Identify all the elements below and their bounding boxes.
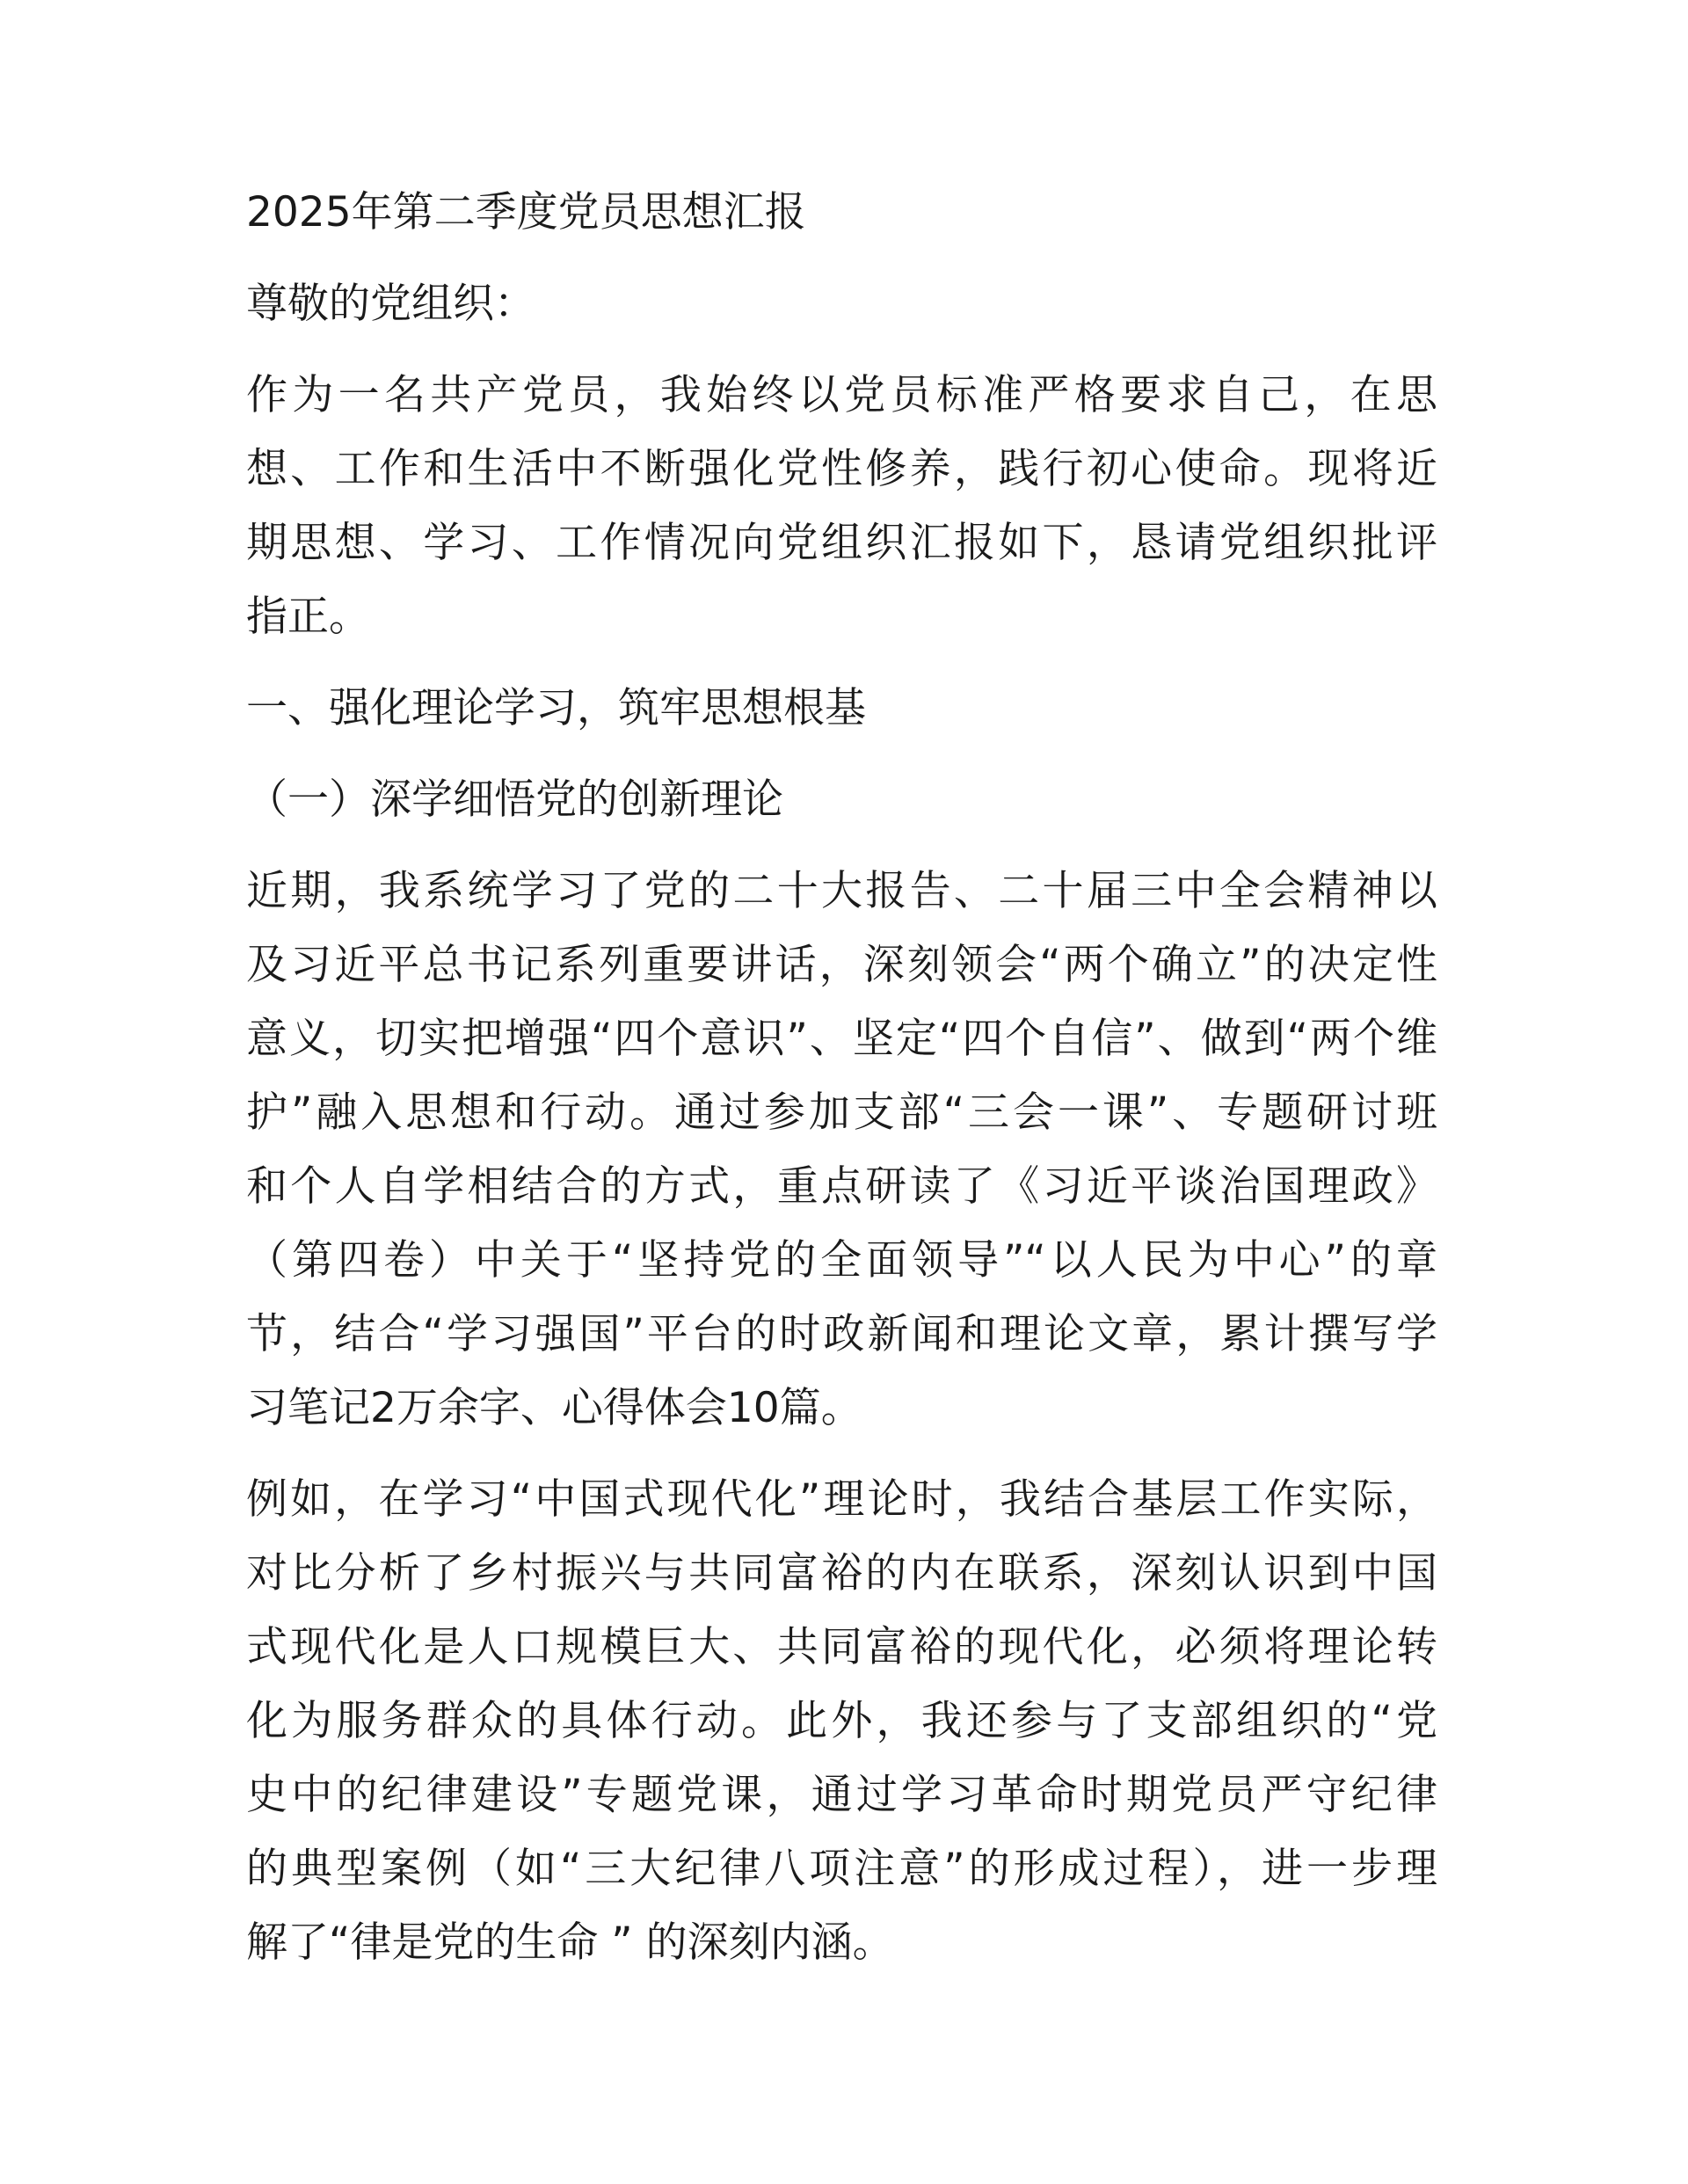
paragraph-line: 护”融入思想和行动。通过参加支部“三会一课”、专题研讨班 [246, 1088, 1437, 1137]
paragraph-line: 近期，我系统学习了党的二十大报告、二十届三中全会精神以 [246, 867, 1437, 915]
document-page [246, 176, 1437, 1998]
paragraph-line: 的典型案例（如“三大纪律八项注意”的形成过程），进一步理 [246, 1845, 1437, 1893]
section-heading-block [246, 672, 1437, 746]
paragraph-line: 及习近平总书记系列重要讲话，深刻领会“两个确立”的决定性 [246, 941, 1437, 989]
paragraph-line: 解了“律是党的生命 ” 的深刻内涵。 [246, 1918, 894, 1967]
paragraph-line: 想、工作和生活中不断强化党性修养，践行初心使命。现将近 [246, 445, 1437, 493]
paragraph-line: 例如，在学习“中国式现代化”理论时，我结合基层工作实际， [246, 1475, 1437, 1524]
subsection-heading-block [246, 763, 1437, 837]
document-title-block [246, 176, 1437, 250]
paragraph-line: 对比分析了乡村振兴与共同富裕的内在联系，深刻认识到中国 [246, 1549, 1437, 1598]
paragraph-line: 式现代化是人口规模巨大、共同富裕的现代化，必须将理论转 [246, 1623, 1437, 1671]
paragraph-line: 意义，切实把增强“四个意识”、坚定“四个自信”、做到“两个维 [246, 1015, 1437, 1063]
paragraph-line: （第四卷）中关于“坚持党的全面领导”“以人民为中心”的章 [246, 1236, 1437, 1285]
body-paragraph-2 [246, 1463, 1437, 1980]
salutation: 尊敬的党组织： [246, 280, 535, 328]
paragraph-line: 节，结合“学习强国”平台的时政新闻和理论文章，累计撰写学 [246, 1310, 1437, 1358]
intro-paragraph [246, 359, 1437, 654]
paragraph-line: 史中的纪律建设”专题党课，通过学习革命时期党员严守纪律 [246, 1771, 1437, 1819]
paragraph-line: 指正。 [246, 593, 370, 641]
paragraph-line: 和个人自学相结合的方式，重点研读了《习近平谈治国理政》 [246, 1162, 1437, 1211]
paragraph-line: 期思想、学习、工作情况向党组织汇报如下，恳请党组织批评 [246, 519, 1437, 567]
subsection-heading: （一）深学细悟党的创新理论 [246, 775, 783, 824]
paragraph-line: 习笔记2万余字、心得体会10篇。 [246, 1384, 862, 1432]
body-paragraph-1 [246, 855, 1437, 1445]
salutation-block [246, 267, 1437, 341]
document-title: 2025年第二季度党员思想汇报 [246, 188, 806, 237]
paragraph-line: 作为一名共产党员，我始终以党员标准严格要求自己，在思 [246, 371, 1437, 419]
paragraph-line: 化为服务群众的具体行动。此外，我还参与了支部组织的“党 [246, 1697, 1437, 1745]
section-heading: 一、强化理论学习，筑牢思想根基 [246, 684, 866, 732]
